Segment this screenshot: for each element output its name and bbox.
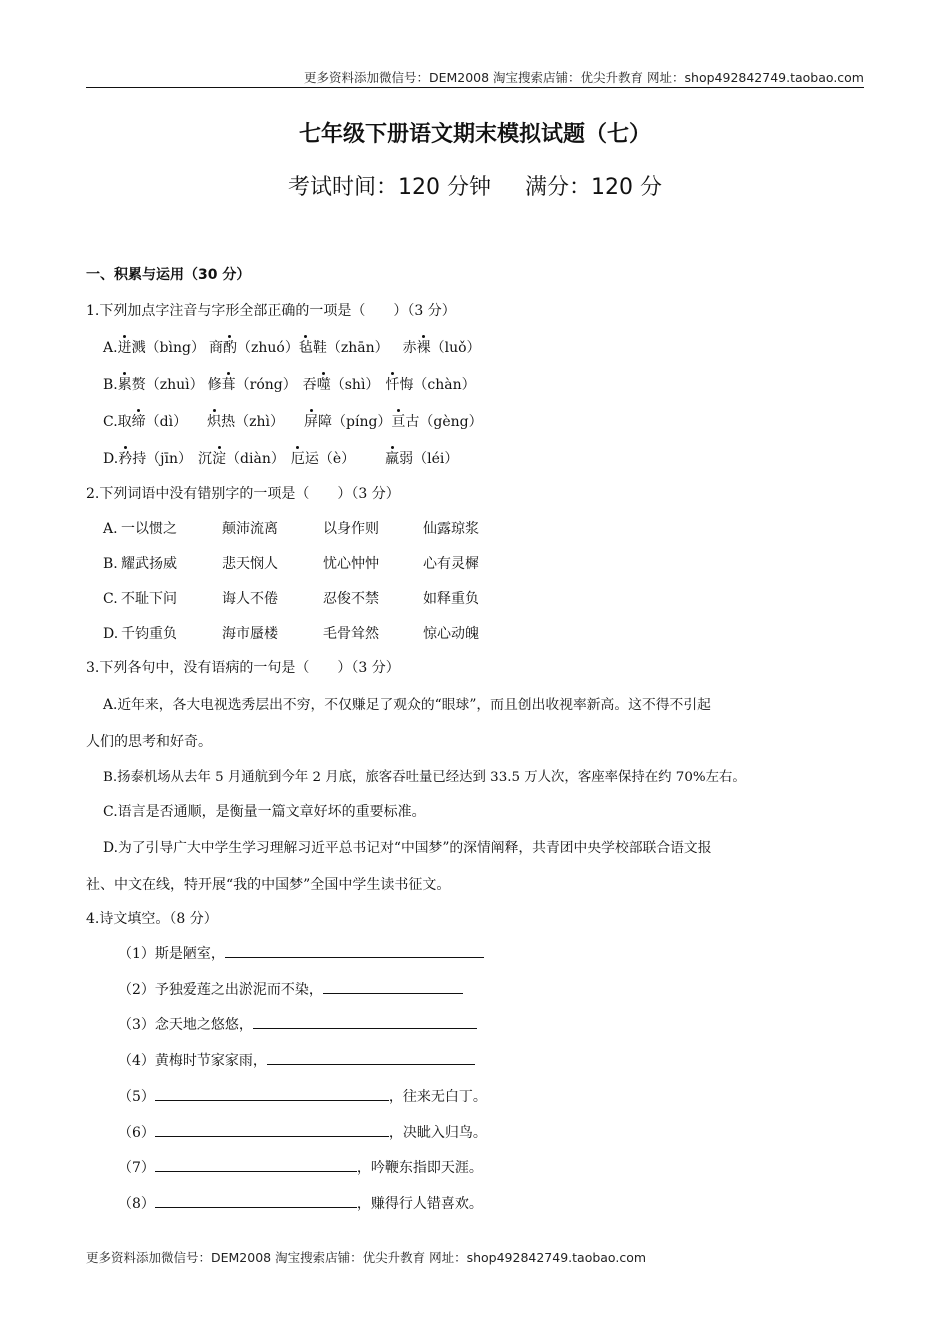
page-header: 更多资料添加微信号：DEM2008 淘宝搜索店铺：优尖升教育 网址：shop492842749.taobao.com (303, 70, 864, 85)
answer-blank[interactable] (323, 979, 463, 994)
option-text: 鞋（zhān） (312, 340, 389, 356)
header-rule (86, 87, 864, 88)
option-word: 忍俊不禁 (323, 591, 379, 607)
option-word: 如释重负 (423, 591, 479, 607)
q4-item-4 (118, 1050, 475, 1070)
option-label: B. (103, 377, 118, 393)
q3-option-c: C.语言是否通顺，是衡量一篇文章好坏的重要标准。 (103, 804, 426, 820)
option-word: 毛骨耸然 (323, 626, 379, 642)
dotted-char: 矜 (118, 451, 133, 467)
question-2-stem: 2.下列词语中没有错别字的一项是（ ）（3 分） (86, 486, 400, 502)
option-label: A. (103, 340, 118, 356)
q1-option-a (103, 337, 481, 357)
q2-option-c (103, 588, 479, 608)
exam-subtitle (0, 170, 950, 201)
option-word: 颠沛流离 (222, 521, 278, 537)
q3-option-a-line1: A.近年来，各大电视选秀层出不穷，不仅赚足了观众的“眼球”，而且创出收视率新高。这不得不引起 (103, 697, 711, 713)
item-text: 斯是陋室， (154, 946, 225, 962)
option-text: 热（zhì） (221, 414, 284, 430)
exam-title: 七年级下册语文期末模拟试题（七） (298, 122, 651, 147)
option-word: 悲天悯人 (222, 556, 278, 572)
option-word: 以身作则 (323, 521, 379, 537)
item-number: （8） (118, 1196, 155, 1212)
dotted-char: 羸 (385, 451, 400, 467)
dotted-char: 炽 (207, 414, 222, 430)
option-word: 惊心动魄 (423, 626, 479, 642)
dotted-char: 裸 (416, 340, 431, 356)
item-text: ，决眦入归鸟。 (388, 1125, 487, 1141)
q2-option-d (103, 623, 479, 643)
answer-blank[interactable] (267, 1050, 475, 1065)
q4-item-7 (118, 1157, 483, 1177)
dotted-char: 噬 (316, 377, 331, 393)
exam-full-score: 满分：120 分 (525, 175, 662, 200)
option-text: 运（è） (304, 451, 356, 467)
question-1-stem: 1.下列加点字注音与字形全部正确的一项是（ ）（3 分） (86, 303, 456, 319)
option-text: 赤 (402, 340, 417, 356)
dotted-char: 亘 (391, 414, 406, 430)
option-text: 吞 (302, 377, 317, 393)
q1-option-b (103, 374, 476, 394)
item-text: ，往来无白丁。 (388, 1089, 487, 1105)
page-footer: 更多资料添加微信号：DEM2008 淘宝搜索店铺：优尖升教育 网址：shop492842749.taobao.com (86, 1250, 647, 1265)
option-text: 取 (117, 414, 132, 430)
option-label: A. (103, 521, 118, 537)
exam-time: 考试时间：120 分钟 (288, 175, 491, 200)
dotted-char: 屏 (304, 414, 318, 430)
option-text: 古（gèng） (405, 414, 483, 430)
q4-item-2 (118, 979, 463, 999)
option-label: C. (103, 414, 118, 430)
answer-blank[interactable] (253, 1014, 477, 1029)
option-label: C. (103, 591, 118, 607)
option-word: 千钧重负 (121, 626, 177, 642)
item-number: （4） (118, 1053, 155, 1069)
q3-option-d-line2: 社、中文在线，特开展“我的中国梦”全国中学生读书征文。 (86, 877, 451, 893)
q4-item-6 (118, 1122, 487, 1142)
answer-blank[interactable] (155, 1122, 389, 1137)
option-text: （dì） (145, 414, 188, 430)
dotted-char: 迸 (117, 340, 132, 356)
item-text: ，吟鞭东指即天涯。 (356, 1160, 483, 1176)
option-word: 海市蜃楼 (222, 626, 278, 642)
q3-option-b: B.扬泰机场从去年 5 月通航到今年 2 月底，旅客吞吐量已经达到 33.5 万人次，客座率保持在约 70%左右。 (103, 770, 746, 785)
dotted-char: 酌 (222, 340, 237, 356)
dotted-char: 缔 (131, 414, 146, 430)
dotted-char: 忏 (385, 377, 400, 393)
option-text: （zhuó） (236, 340, 299, 356)
option-label: B. (103, 556, 118, 572)
item-number: （5） (118, 1089, 155, 1105)
dotted-char: 累 (117, 377, 132, 393)
item-number: （2） (118, 982, 155, 998)
item-number: （7） (118, 1160, 155, 1176)
item-text: 予独爱莲之出淤泥而不染， (154, 982, 323, 998)
dotted-char: 葺 (221, 377, 236, 393)
q1-option-c (103, 411, 483, 431)
option-text: 溅（bìng） (131, 340, 205, 356)
option-text: 障（píng） (318, 414, 392, 430)
question-4-stem: 4.诗文填空。（8 分） (86, 911, 218, 927)
option-text: （shì） (330, 377, 380, 393)
dotted-char: 厄 (290, 451, 305, 467)
option-text: （luǒ） (430, 340, 481, 356)
item-text: 黄梅时节家家雨， (154, 1053, 267, 1069)
option-word: 仙露琼浆 (423, 521, 479, 537)
item-number: （3） (118, 1017, 155, 1033)
option-word: 一以惯之 (121, 521, 177, 537)
item-number: （1） (118, 946, 155, 962)
section-heading: 一、积累与运用（30 分） (86, 267, 251, 283)
item-text: ，赚得行人错喜欢。 (356, 1196, 483, 1212)
item-number: （6） (118, 1125, 155, 1141)
dotted-char: 淀 (212, 451, 227, 467)
option-text: 持（jīn） (132, 451, 193, 467)
option-word: 耀武扬威 (121, 556, 177, 572)
option-word: 不耻下问 (121, 591, 177, 607)
q1-option-d (103, 448, 458, 468)
question-3-stem: 3.下列各句中，没有语病的一句是（ ）（3 分） (86, 660, 400, 676)
option-text: 沉 (198, 451, 213, 467)
q4-item-5 (118, 1086, 487, 1106)
option-text: 悔（chàn） (399, 377, 476, 393)
option-word: 心有灵樨 (423, 556, 479, 572)
answer-blank[interactable] (155, 1086, 389, 1101)
option-word: 忧心忡忡 (323, 556, 379, 572)
option-label: D. (103, 626, 119, 642)
q4-item-3 (118, 1014, 477, 1034)
option-word: 诲人不倦 (222, 591, 278, 607)
q4-item-8 (118, 1193, 483, 1213)
option-text: （diàn） (226, 451, 285, 467)
q2-option-a (103, 518, 479, 538)
option-text: （róng） (235, 377, 297, 393)
answer-blank[interactable] (155, 1193, 357, 1208)
q4-item-1 (118, 943, 484, 963)
option-label: D. (103, 451, 119, 467)
option-text: 弱（léi） (399, 451, 459, 467)
option-text: 修 (207, 377, 222, 393)
option-text: 商 (208, 340, 223, 356)
answer-blank[interactable] (155, 1157, 357, 1172)
dotted-char: 毡 (298, 340, 313, 356)
option-text: 赘（zhuì） (131, 377, 204, 393)
answer-blank[interactable] (225, 943, 484, 958)
q2-option-b (103, 553, 479, 573)
item-text: 念天地之悠悠， (154, 1017, 253, 1033)
q3-option-a-line2: 人们的思考和好奇。 (86, 734, 212, 750)
q3-option-d-line1: D.为了引导广大中学生学习理解习近平总书记对“中国梦”的深情阐释，共青团中央学校部联合语文报 (103, 840, 712, 856)
